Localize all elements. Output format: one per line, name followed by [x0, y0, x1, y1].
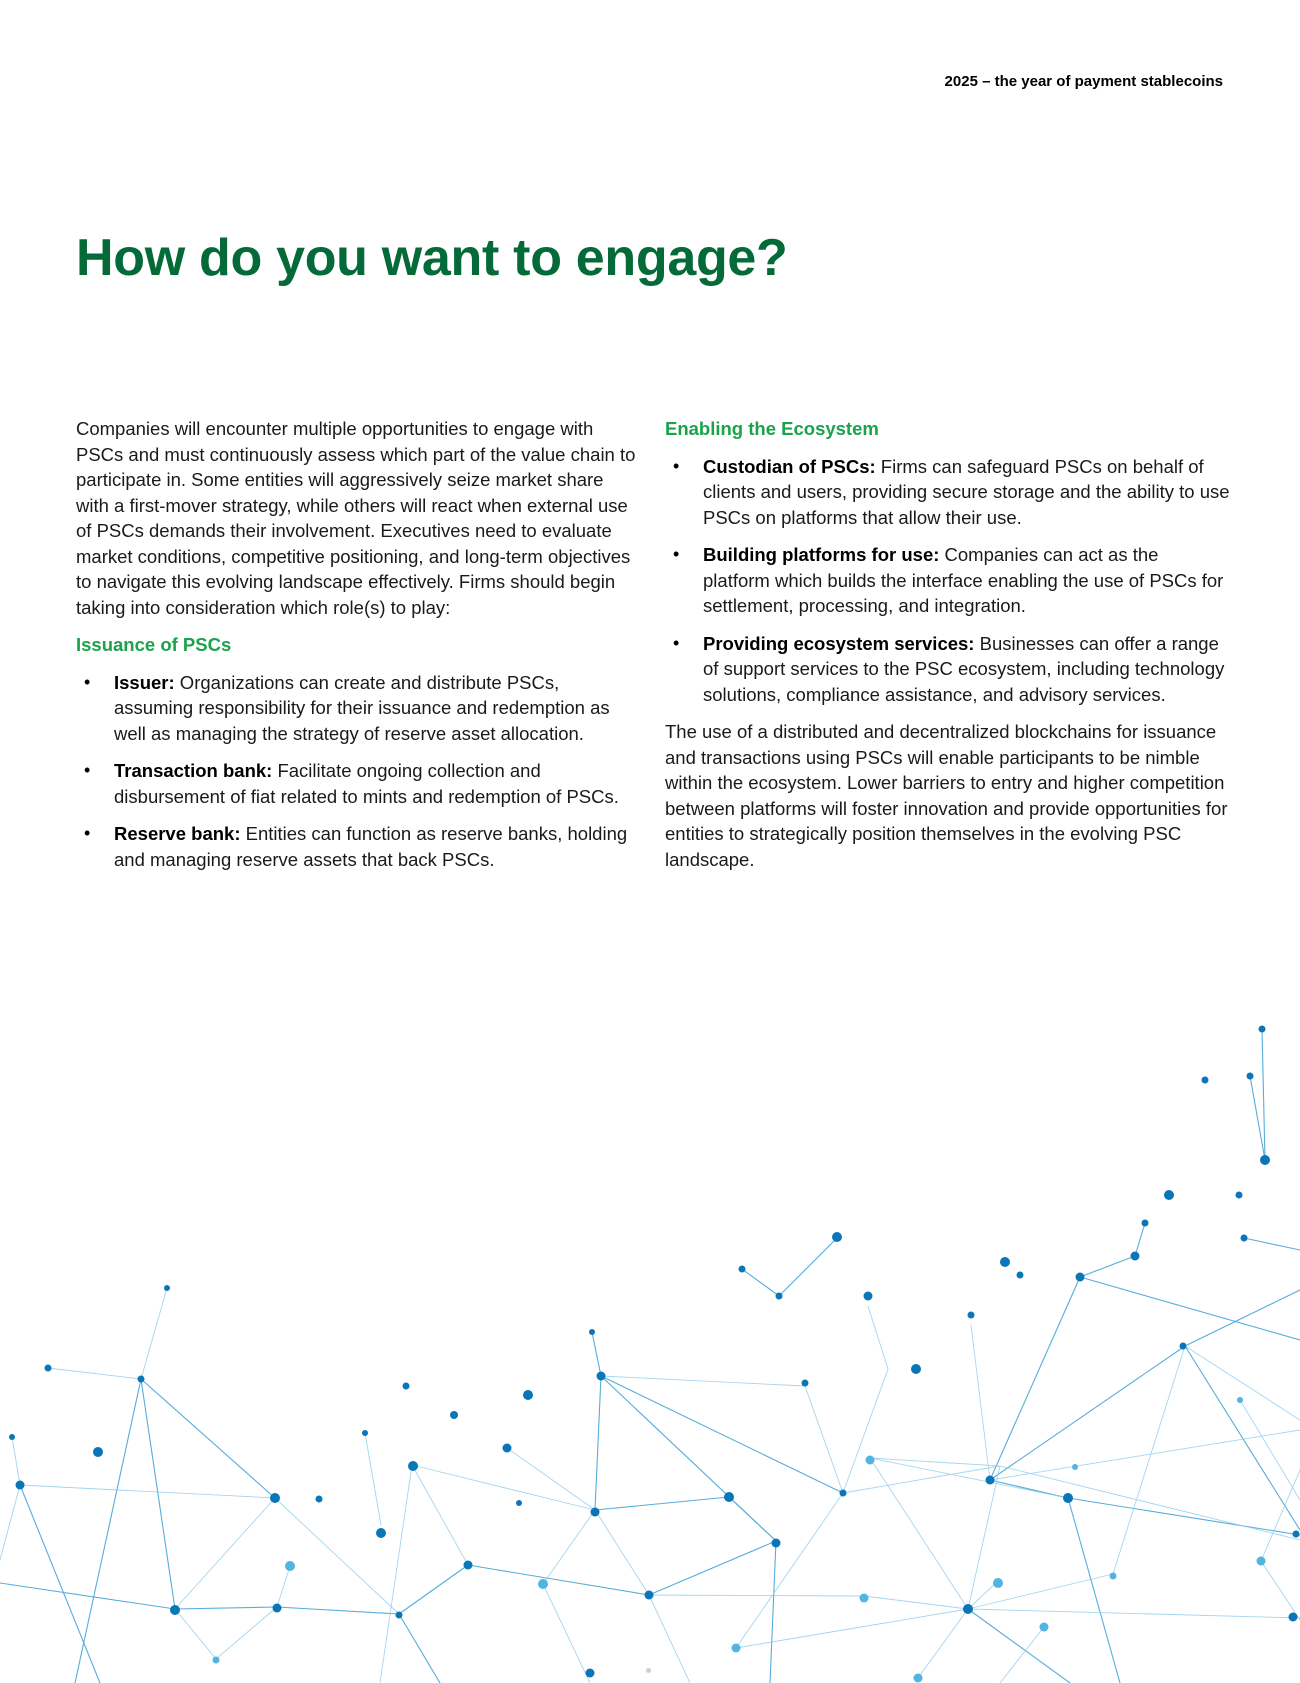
- page-indicator-dot: [646, 1668, 651, 1673]
- list-item-term: Building platforms for use:: [703, 544, 940, 565]
- section-heading-issuance: Issuance of PSCs: [76, 634, 232, 655]
- list-item-term: Transaction bank:: [114, 760, 273, 781]
- list-item-term: Providing ecosystem services:: [703, 632, 975, 654]
- list-item: [665, 542, 1230, 619]
- list-item-term: Reserve bank:: [114, 823, 241, 844]
- list-item-term: Issuer:: [114, 671, 175, 693]
- list-item-text: Businesses can offer a range of support services to the PSC ecosystem, including technology solutions, compliance assistance, and advisory services.: [703, 632, 1225, 705]
- list-item-text: Entities can function as reserve banks, holding and managing reserve assets that back PSCs.: [114, 823, 628, 870]
- list-item: [76, 670, 636, 747]
- intro-paragraph: Companies will encounter multiple opportunities to engage with PSCs and must continuously assess which part of the value chain to participate in. Some entities will aggressively seize market share with a first-mover strategy, while others will react when external use of PSCs demands their involvement. Executives need to evaluate market conditions, competitive positioning, and long-term objectives to navigate this evolving landscape effectively. Firms should begin taking into consideration which role(s) to play:: [76, 418, 636, 618]
- right-column: [665, 416, 1230, 884]
- list-item: [665, 454, 1230, 531]
- list-item-term: Custodian of PSCs:: [703, 455, 876, 477]
- section-heading-ecosystem: Enabling the Ecosystem: [665, 418, 879, 439]
- left-column: [76, 416, 636, 884]
- list-item-text: Companies can act as the platform which builds the interface enabling the use of PSCs for settlement, processing, and integration.: [703, 544, 1224, 616]
- list-item-text: Facilitate ongoing collection and disbursement of fiat related to mints and redemption of PSCs.: [114, 760, 619, 807]
- network-lines: [0, 1029, 1300, 1683]
- list-item-text: Firms can safeguard PSCs on behalf of clients and users, providing secure storage and the ability to use PSCs on platforms that allow their use.: [703, 455, 1230, 528]
- list-item: [76, 821, 636, 872]
- page-title: How do you want to engage?: [76, 229, 788, 287]
- ecosystem-list: [665, 454, 1230, 708]
- issuance-list: [76, 670, 636, 873]
- closing-paragraph: The use of a distributed and decentralized blockchains for issuance and transactions using PSCs will enable participants to be nimble within the ecosystem. Lower barriers to entry and higher competition between platforms will foster innovation and provide opportunities for entities to strategically position themselves in the evolving PSC landscape.: [665, 721, 1228, 870]
- list-item-text: Organizations can create and distribute PSCs, assuming responsibility for their issuance and redemption as well as managing the strategy of reserve asset allocation.: [114, 671, 610, 744]
- network-decoration: [0, 1000, 1300, 1683]
- list-item: [665, 631, 1230, 708]
- network-nodes: [9, 1026, 1300, 1683]
- page-header-title: 2025 – the year of payment stablecoins: [944, 73, 1223, 90]
- list-item: [76, 758, 636, 809]
